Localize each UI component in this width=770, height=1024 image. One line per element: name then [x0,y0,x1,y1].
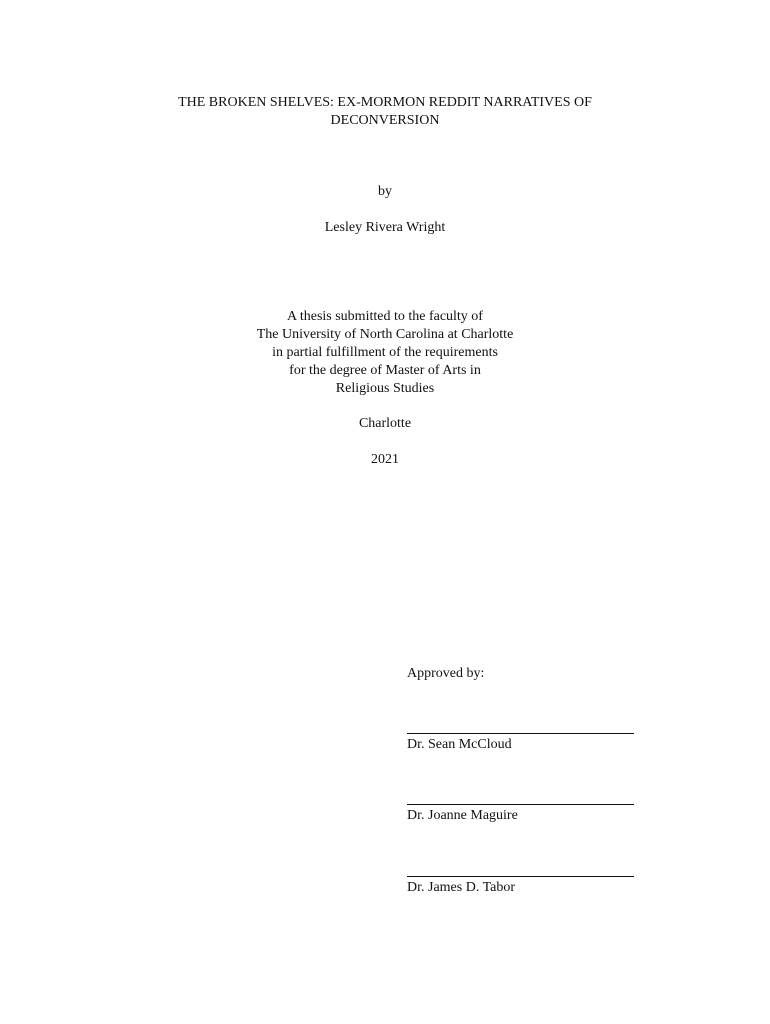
statement-line-3: in partial fulfillment of the requirements [272,345,498,360]
thesis-title-line-1: THE BROKEN SHELVES: EX-MORMON REDDIT NARRATIVES OF [178,95,592,110]
statement-line-1: A thesis submitted to the faculty of [287,309,483,324]
signatory-name: Dr. Joanne Maguire [407,808,518,823]
statement-line-4: for the degree of Master of Arts in [289,363,481,378]
signatory-name: Dr. James D. Tabor [407,880,516,895]
thesis-title [0,94,770,130]
signature-line [407,804,634,805]
author-name: Lesley Rivera Wright [324,220,446,235]
signature-line [407,733,634,734]
thesis-title-line-2: DECONVERSION [330,113,440,128]
submission-statement [0,308,770,398]
place: Charlotte [358,416,412,431]
signature-line [407,876,634,877]
by-label: by [378,184,392,199]
approved-by-label: Approved by: [407,666,485,681]
statement-line-2: The University of North Carolina at Charlotte [256,327,514,342]
year: 2021 [371,452,399,467]
statement-line-5: Religious Studies [335,381,435,396]
signatory-name: Dr. Sean McCloud [407,737,512,752]
